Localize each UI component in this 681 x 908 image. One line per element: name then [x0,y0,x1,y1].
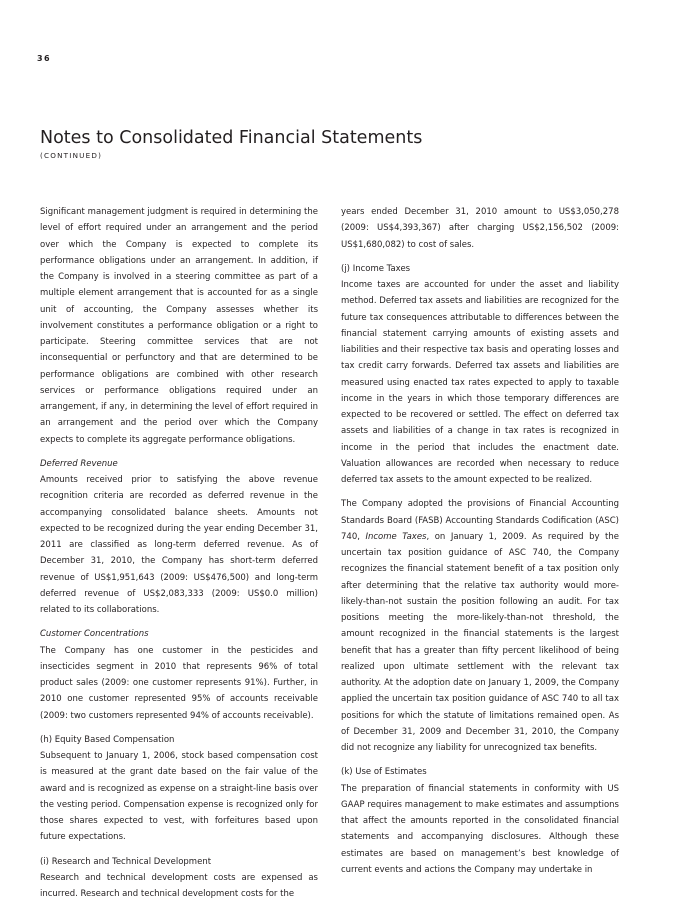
judgment-paragraph: Significant management judgment is required in determining the level of effort required under an arrangement and the period over which the Company is expected to complete its performance obligations under an arrangement. In addition, if the Company is involved in a steering committee as part of a multiple element arrangement that is accounted for as a single unit of accounting, the Company assesses whether its involvement constitutes a performance obligation or a right to participate. Steering committee services that are not inconsequential or perfunctory and that are determined to be performance obligations are combined with other research services or performance obligations required under an arrangement, if any, in determining the level of effort required in an arrangement and the period over which the Company expects to complete its aggregate performance obligations. [40,207,318,445]
research-development-text: Research and technical development costs are expensed as incurred. Research and technical development costs for the [40,872,318,899]
income-taxes-text: Income taxes are accounted for under the asset and liability method. Deferred tax assets and liabilities are recognized for the future tax consequences attributable to differences between the financial statement carrying amounts of existing assets and liabilities and their respective tax basis and operating losses and tax credit carry forwards. Deferred tax assets and liabilities are measured using enacted tax rates expected to apply to taxable income in the years in which those temporary differences are expected to be recovered or settled. The effect on deferred tax assets and liabilities of a change in tax rates is recognized in income in the period that includes the enactment date. Valuation allowances are recorded when necessary to reduce deferred tax assets to the amount expected to be realized. [341,280,619,485]
deferred-revenue-heading: Deferred Revenue [40,458,118,469]
use-of-estimates-text: The preparation of financial statements in conformity with US GAAP requires management to make estimates and assumptions that affect the amounts reported in the consolidated financial statements and accompanying disclosures. Although these estimates are based on management’s best knowledge of current events and actions the Company may undertake in [341,783,619,875]
income-taxes-heading: (j) Income Taxes [341,263,411,274]
asc-740-text-rest: , on January 1, 2009. As required by the uncertain tax position guidance of ASC 740, the Company recognizes the financial statement benefit of a tax position only after determining that the relative tax authority would more-likely-than-not sustain the position following an audit. For tax positions meeting the more-likely-than-not threshold, the amount recognized in the financial statements is the largest benefit that has a greater than fifty percent likelihood of being realized upon ultimate settlement with the relevant tax authority. At the adoption date on January 1, 2009, the Company applied the uncertain tax position guidance of ASC 740 to all tax positions for which the statute of limitations remained open. As of December 31, 2009 and December 31, 2010, the Company did not recognize any liability for unrecognized tax benefits. [341,531,619,753]
use-of-estimates-heading: (k) Use of Estimates [341,767,427,778]
right-column [341,204,619,878]
asc-740-paragraph [341,496,619,756]
deferred-revenue-text: Amounts received prior to satisfying the above revenue recognition criteria are recorded as deferred revenue in the accompanying consolidated balance sheets. Amounts not expected to be recognized during the year ending December 31, 2011 are classified as long-term deferred revenue. As of December 31, 2010, the Company has short-term deferred revenue of US$1,951,643 (2009: US$476,500) and long-term deferred revenue of US$2,083,333 (2009: US$0.0 million) related to its collaborations. [40,475,318,615]
asc-740-text-start: The Company adopted the provisions of Financial Accounting Standards Board (FASB) Accounting Standards Codification (ASC) 740, [341,499,619,542]
customer-concentrations-text: The Company has one customer in the pesticides and insecticides segment in 2010 that represents 96% of total product sales (2009: one customer represents 91%). Further, in 2010 one customer represented 95% of accounts receivable (2009: two customers represented 94% of accounts receivable). [40,645,318,721]
asc-740-topic: Income Taxes [365,531,427,542]
left-column [40,204,318,902]
page-title: Notes to Consolidated Financial Statements [40,128,423,148]
equity-compensation-text: Subsequent to January 1, 2006, stock based compensation cost is measured at the grant date based on the fair value of the award and is recognized as expense on a straight-line basis over the vesting period. Compensation expense is recognized only for those shares expected to vest, with forfeitures based upon future expectations. [40,751,318,843]
equity-compensation-heading: (h) Equity Based Compensation [40,734,175,745]
research-costs-continued: years ended December 31, 2010 amount to US$3,050,278 (2009: US$4,393,367) after charging US$2,156,502 (2009: US$1,680,082) to cost of sales. [341,207,619,250]
research-development-heading: (i) Research and Technical Development [40,856,212,867]
customer-concentrations-heading: Customer Concentrations [40,629,149,640]
page-subtitle: (CONTINUED) [40,151,103,160]
page-number: 36 [37,54,51,63]
